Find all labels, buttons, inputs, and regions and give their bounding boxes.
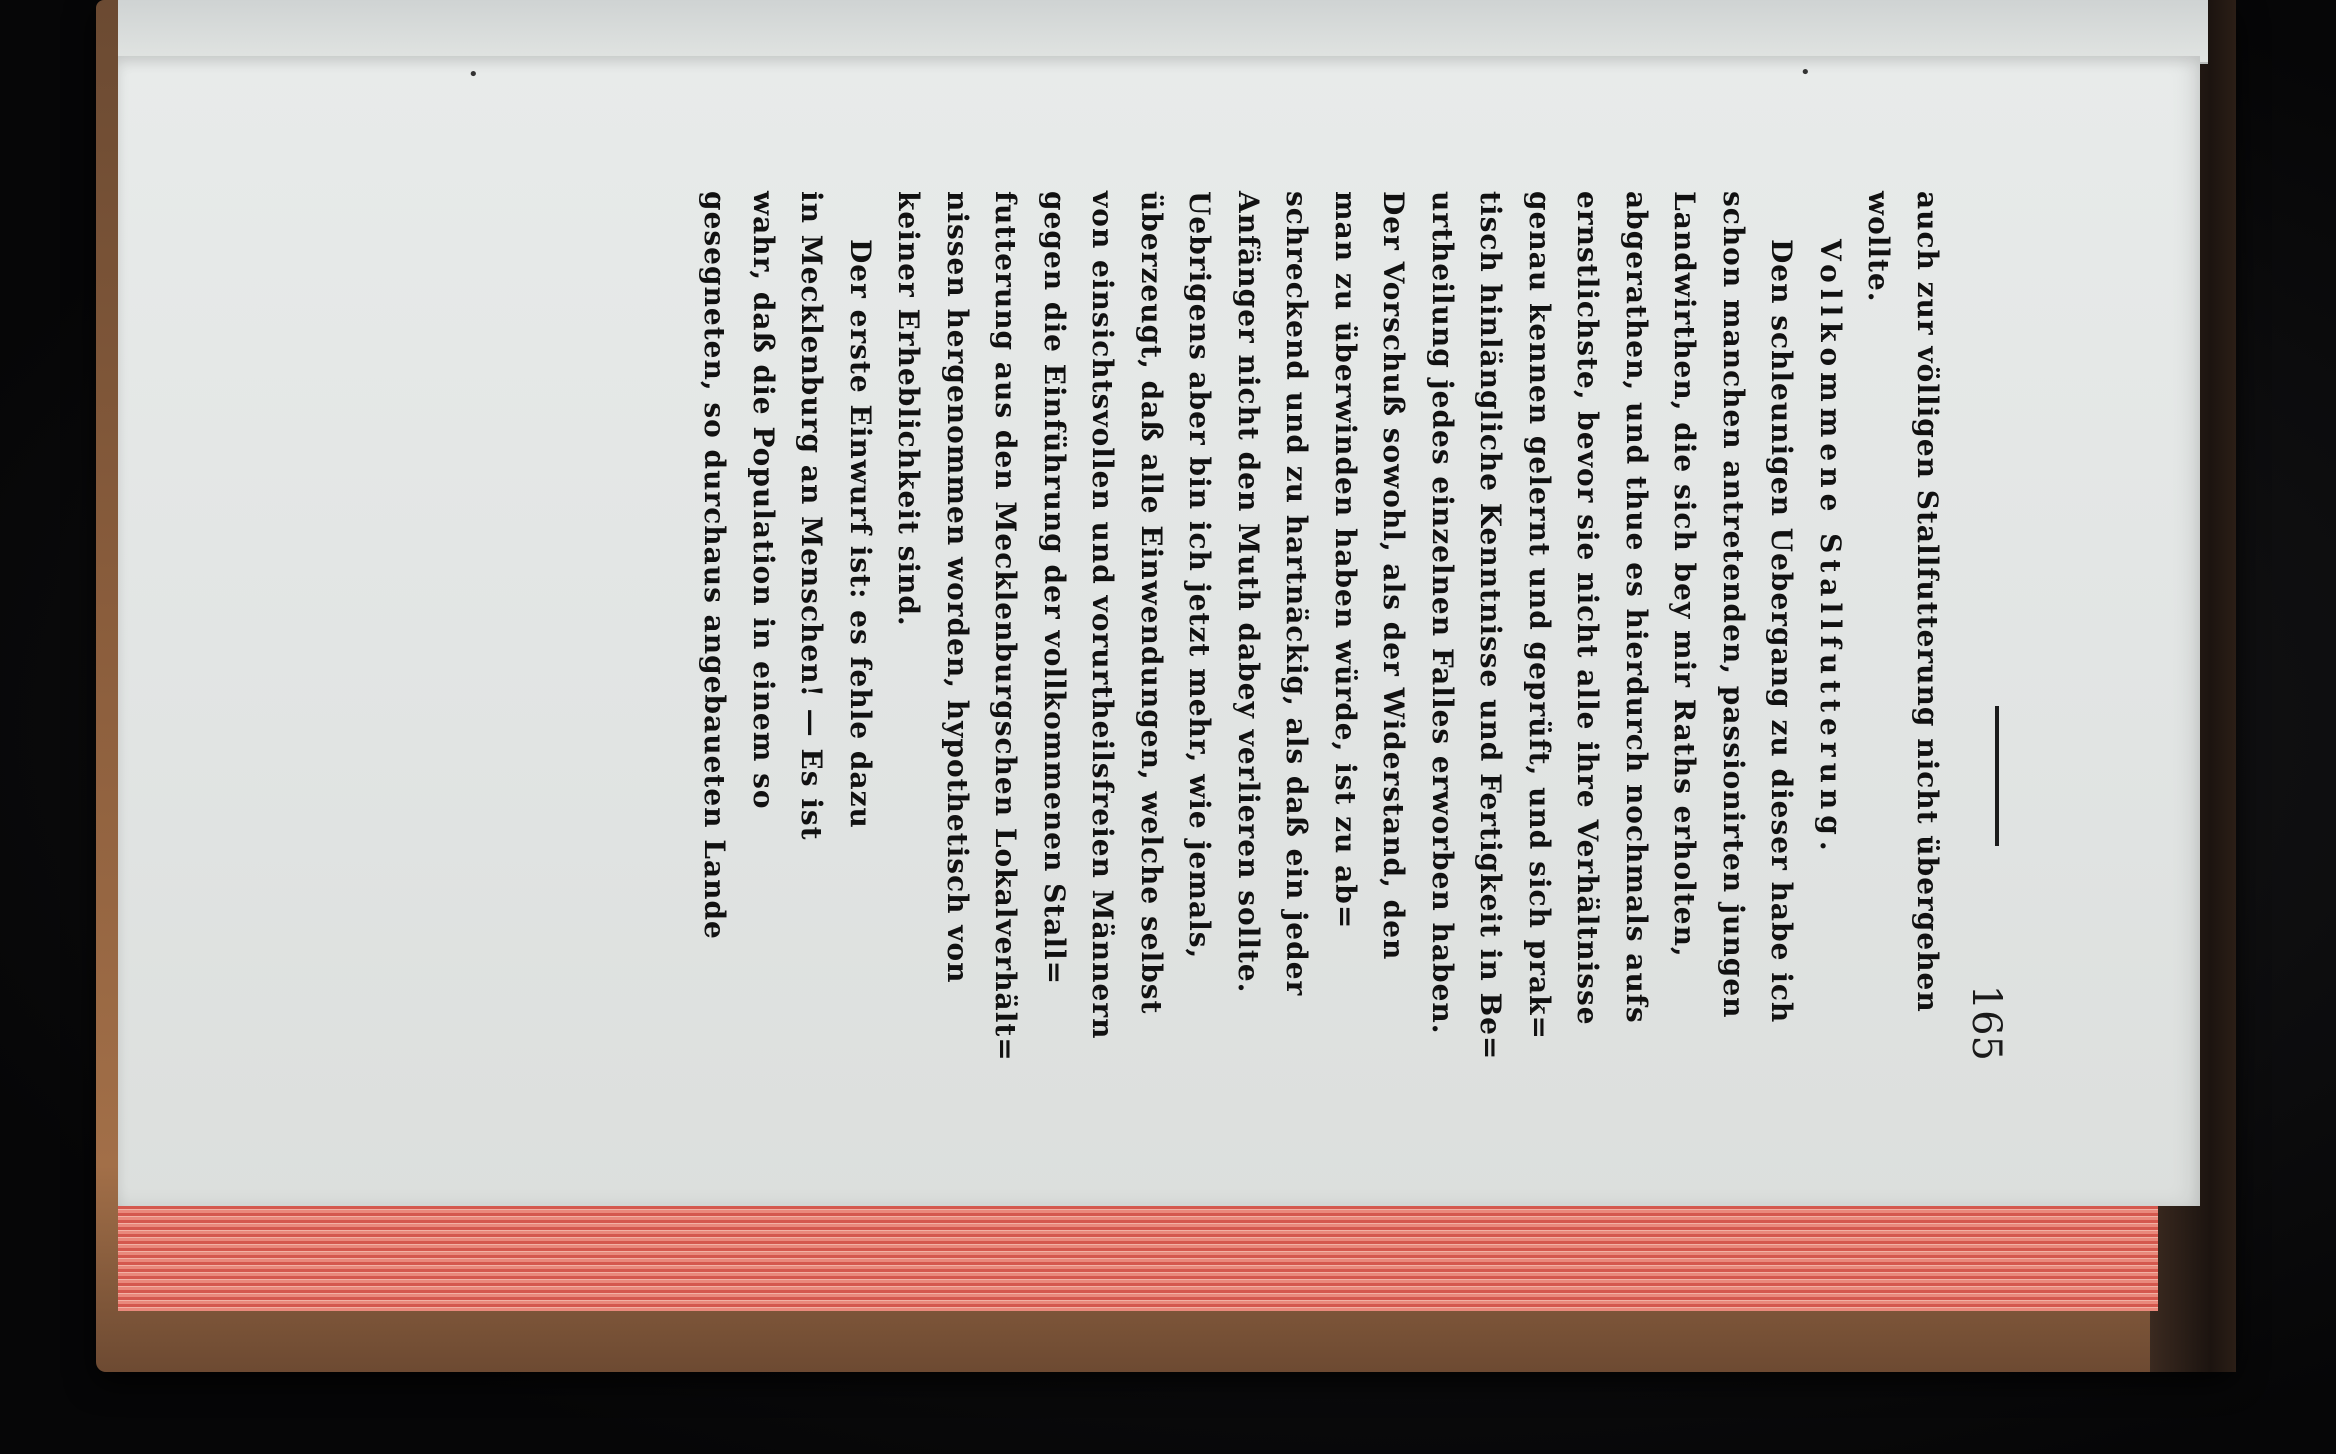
body-text — [690, 191, 1951, 1191]
text-line: schon manchen antretenden, passionirten jungen — [1717, 191, 1750, 1019]
red-fore-edge — [118, 1200, 2158, 1311]
text-line: ernstlichste, bevor sie nicht alle ihre Verhältnisse — [1571, 191, 1605, 1026]
text-line: Den schleunigen Uebergang zu dieser habe ich — [1765, 239, 1799, 1024]
text-line: wollte. — [1862, 191, 1896, 303]
gutter-mark: • — [1800, 62, 1811, 83]
text-line: genau kennen gelernt und geprüft, und sich prak= — [1523, 191, 1556, 1041]
text-line: Uebrigens aber bin ich jetzt mehr, wie jemals, — [1183, 191, 1217, 960]
text-line: Der Vorschuß sowohl, als der Widerstand, den — [1377, 191, 1411, 961]
text-line: gesegneten, so durchaus angebaueten Lande — [698, 191, 732, 940]
text-line: tisch hinlängliche Kenntnisse und Fertigkeit in Be= — [1474, 191, 1508, 1061]
previous-page-edge — [118, 0, 2208, 64]
text-line: keiner Erheblichkeit sind. — [892, 191, 926, 627]
text-line: nissen hergenommen worden, hypothetisch von — [941, 191, 974, 984]
section-heading: Vollkommene Stallfutterung. — [1814, 239, 1847, 857]
text-line: wahr, daß die Population in einem so — [747, 191, 780, 810]
text-line: auch zur völligen Stallfutterung nicht übergehen — [1911, 191, 1944, 1013]
text-line: Der erste Einwurf ist: es fehle dazu — [844, 239, 877, 829]
book-page — [118, 56, 2200, 1206]
page-content — [319, 181, 2009, 1081]
text-line: urtheilung jedes einzelnen Falles erworben haben. — [1426, 191, 1459, 1035]
text-line: von einsichtsvollen und vorurtheilsfreien Männern — [1086, 191, 1120, 1040]
text-line: Landwirthen, die sich bey mir Raths erholten, — [1668, 191, 1702, 958]
text-line: überzeugt, daß alle Einwendungen, welche selbst — [1135, 191, 1168, 1015]
text-line: in Mecklenburg an Menschen! — Es ist — [795, 191, 829, 841]
text-line: Anfänger nicht den Muth dabey verlieren sollte. — [1232, 191, 1265, 994]
gutter-mark: • — [468, 64, 479, 85]
text-line: man zu überwinden haben würde, ist zu ab= — [1329, 191, 1362, 930]
text-line: gegen die Einführung der vollkommenen Stall= — [1038, 191, 1071, 986]
header-rule — [1995, 706, 1999, 846]
text-line: futterung aus den Mecklenburgschen Lokalverhält= — [989, 191, 1023, 1062]
text-line: abgerathen, und thue es hierdurch nochmals aufs — [1620, 191, 1653, 1024]
page-number: 165 — [1963, 984, 2009, 1061]
text-line: schreckend und zu hartnäckig, als daß ein jeder — [1280, 191, 1314, 997]
